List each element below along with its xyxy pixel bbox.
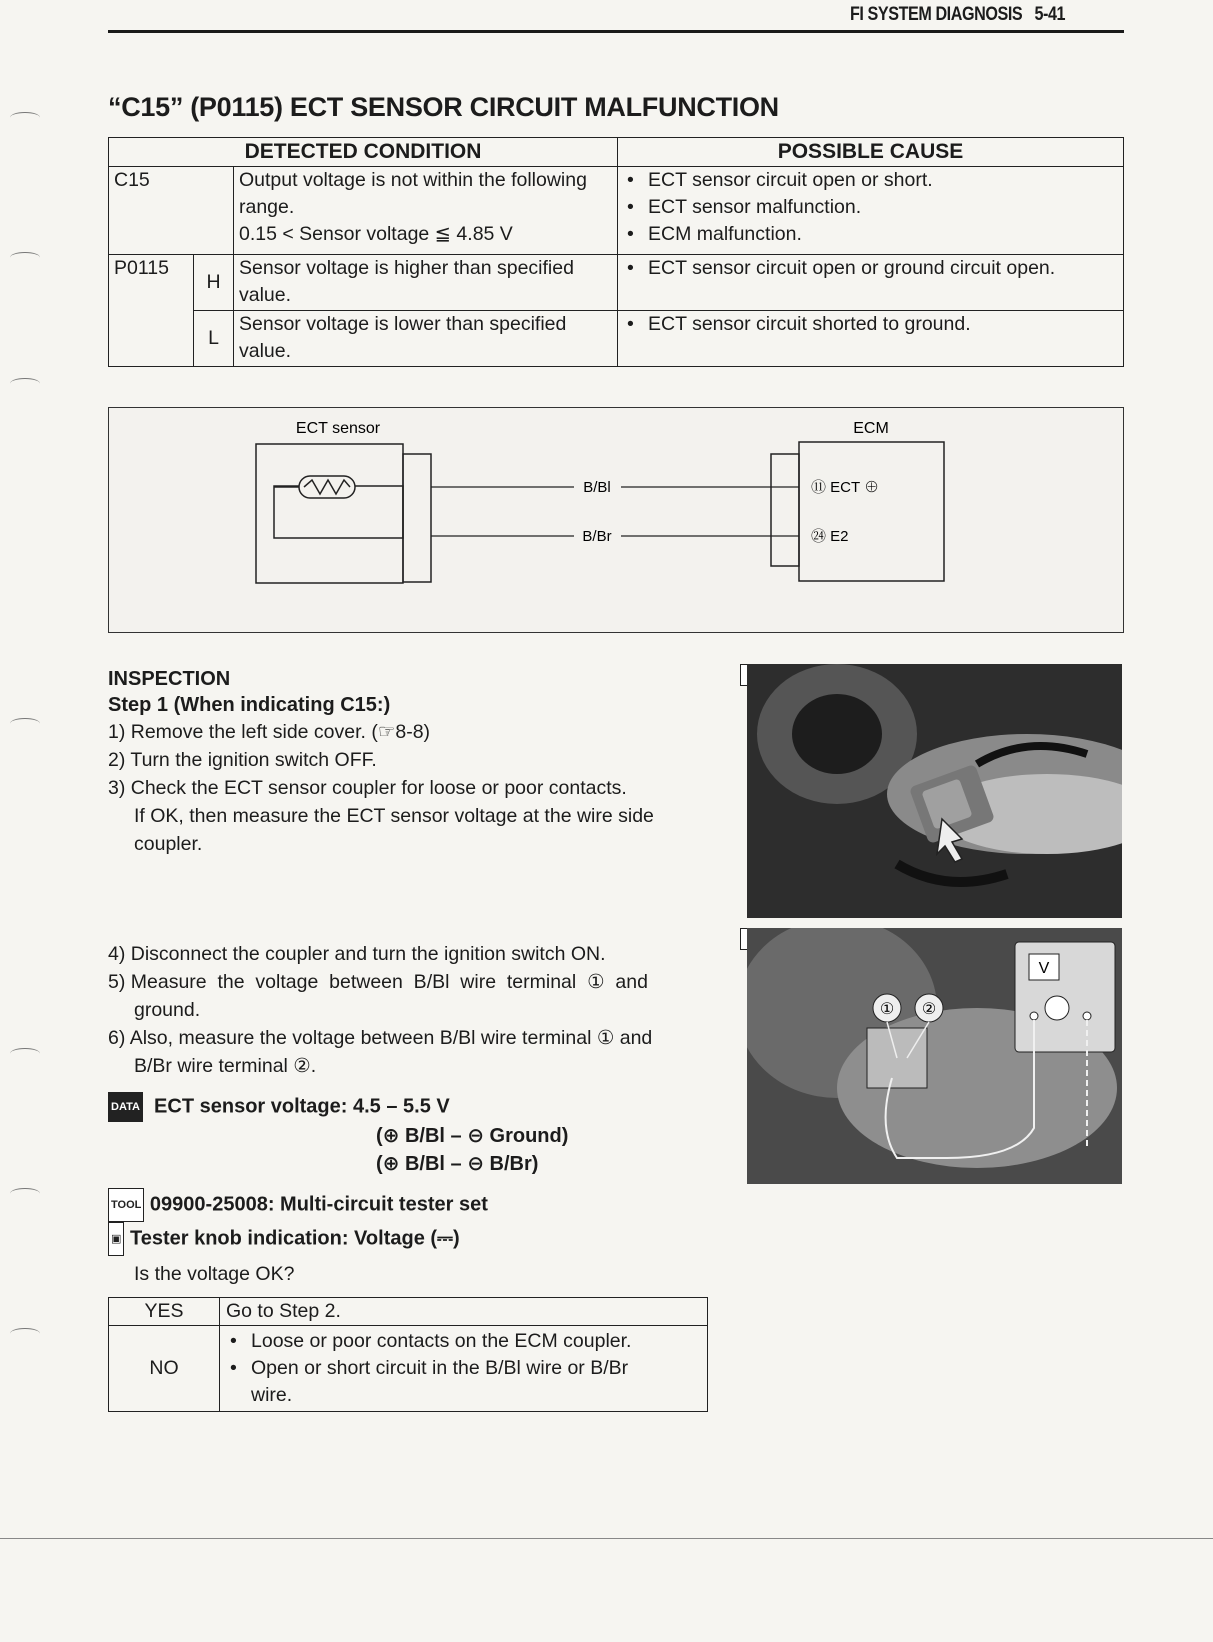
- p0115-h-condition: Sensor voltage is higher than specified value.: [234, 255, 618, 311]
- page-number: 5-41: [1034, 4, 1065, 25]
- binder-mark: [10, 112, 40, 123]
- code-p0115: P0115: [109, 255, 194, 367]
- step-item: 6) Also, measure the voltage between B/Bl wire terminal ① and: [108, 1027, 653, 1049]
- wire-label-bbr: B/Br: [582, 528, 612, 545]
- bottom-rule: [0, 1538, 1213, 1539]
- no-item-cont: wire.: [251, 1384, 293, 1406]
- wire-label-bbl: B/Bl: [583, 479, 611, 496]
- yes-cell: YES: [109, 1298, 220, 1326]
- step-item-cont: If OK, then measure the ECT sensor voltage at the wire side: [134, 805, 654, 827]
- col-detected-condition: DETECTED CONDITION: [109, 138, 618, 167]
- cause-item: • ECT sensor circuit open or short.: [623, 167, 1118, 194]
- meter-knob: [1045, 996, 1069, 1020]
- spec-condition-2: (⊕ B/Bl – ⊖ B/Br): [376, 1153, 539, 1175]
- step-item: 2) Turn the ignition switch OFF.: [108, 749, 377, 771]
- binder-mark: [10, 1048, 40, 1059]
- col-possible-cause: POSSIBLE CAUSE: [618, 138, 1124, 167]
- p0115-l-condition: Sensor voltage is lower than specified value.: [234, 311, 618, 367]
- step-item-cont: ground.: [134, 999, 201, 1021]
- step-heading: Step 1 (When indicating C15:): [108, 694, 391, 716]
- inspection-heading: INSPECTION: [108, 668, 231, 690]
- code-c15: C15: [109, 167, 234, 255]
- c15-causes: [618, 167, 1124, 255]
- p0115-l-cause: [618, 311, 1124, 367]
- tester-icon: ▣: [108, 1222, 124, 1256]
- section-name: FI SYSTEM DIAGNOSIS: [849, 4, 1023, 25]
- cause-item: • ECT sensor malfunction.: [623, 194, 1118, 221]
- wiring-diagram: [108, 407, 1124, 633]
- flag-l: L: [194, 311, 234, 367]
- ect-sensor-label: ECT sensor: [295, 420, 381, 437]
- step-item: 5) Measure the voltage between B/Bl wire terminal ① and: [108, 971, 648, 993]
- step-item-cont: B/Br wire terminal ②.: [134, 1055, 317, 1077]
- coupler-photo: [747, 664, 1122, 918]
- data-icon: DATA: [108, 1092, 143, 1122]
- tester-photo: [747, 928, 1122, 1184]
- inspection-section: [108, 666, 728, 858]
- no-cell: NO: [109, 1326, 220, 1412]
- c15-condition: Output voltage is not within the following range. 0.15 < Sensor voltage ≦ 4.85 V: [234, 167, 618, 255]
- header-rule: [108, 30, 1124, 33]
- page-title: “C15” (P0115) ECT SENSOR CIRCUIT MALFUNCTION: [108, 92, 779, 122]
- ecm-box: [799, 442, 944, 581]
- ecm-connector: [771, 454, 799, 566]
- ecm-label: ECM: [853, 420, 889, 437]
- step-item-cont: coupler.: [134, 833, 203, 855]
- meter-label: V: [1038, 960, 1050, 977]
- cause-item: • ECM malfunction.: [623, 221, 1118, 248]
- ecm-pin-e2: ㉔ E2: [811, 528, 849, 545]
- step-item: 3) Check the ECT sensor coupler for loose or poor contacts.: [108, 777, 627, 799]
- step-item: 4) Disconnect the coupler and turn the ignition switch ON.: [108, 943, 606, 965]
- question: Is the voltage OK?: [134, 1263, 295, 1285]
- binder-mark: [10, 1188, 40, 1199]
- cause-item: • ECT sensor circuit shorted to ground.: [623, 311, 1118, 338]
- no-item: • Open or short circuit in the B/Bl wire or B/Br: [226, 1355, 701, 1382]
- tool-icon: TOOL: [108, 1188, 144, 1222]
- tool-line: TOOL 09900-25008: Multi-circuit tester set: [108, 1188, 728, 1222]
- svg-text:①: ①: [879, 1001, 895, 1018]
- measurement-steps: [108, 940, 728, 1288]
- svg-text:②: ②: [921, 1001, 937, 1018]
- condition-table: [108, 137, 1124, 367]
- spec-voltage: DATA ECT sensor voltage: 4.5 – 5.5 V: [108, 1092, 728, 1122]
- binder-mark: [10, 1328, 40, 1339]
- spec-condition-1: (⊕ B/Bl – ⊖ Ground): [376, 1125, 569, 1147]
- binder-mark: [10, 718, 40, 729]
- no-action: [220, 1326, 708, 1412]
- knob-line: ▣ Tester knob indication: Voltage (⎓): [108, 1222, 728, 1256]
- yes-action: Go to Step 2.: [220, 1298, 708, 1326]
- yes-no-table: [108, 1297, 708, 1412]
- step-item: 1) Remove the left side cover. (☞8-8): [108, 721, 431, 743]
- no-item: • Loose or poor contacts on the ECM coupler.: [226, 1328, 701, 1355]
- page-header: [850, 4, 1065, 26]
- binder-mark: [10, 252, 40, 263]
- flag-h: H: [194, 255, 234, 311]
- ecm-pin-ect: ⑪ ECT ⊕: [811, 479, 880, 496]
- binder-mark: [10, 378, 40, 389]
- cause-item: • ECT sensor circuit open or ground circuit open.: [623, 255, 1118, 282]
- sensor-connector: [403, 454, 431, 582]
- thermistor-icon: [299, 476, 355, 498]
- sensor-housing: [256, 444, 403, 583]
- p0115-h-cause: [618, 255, 1124, 311]
